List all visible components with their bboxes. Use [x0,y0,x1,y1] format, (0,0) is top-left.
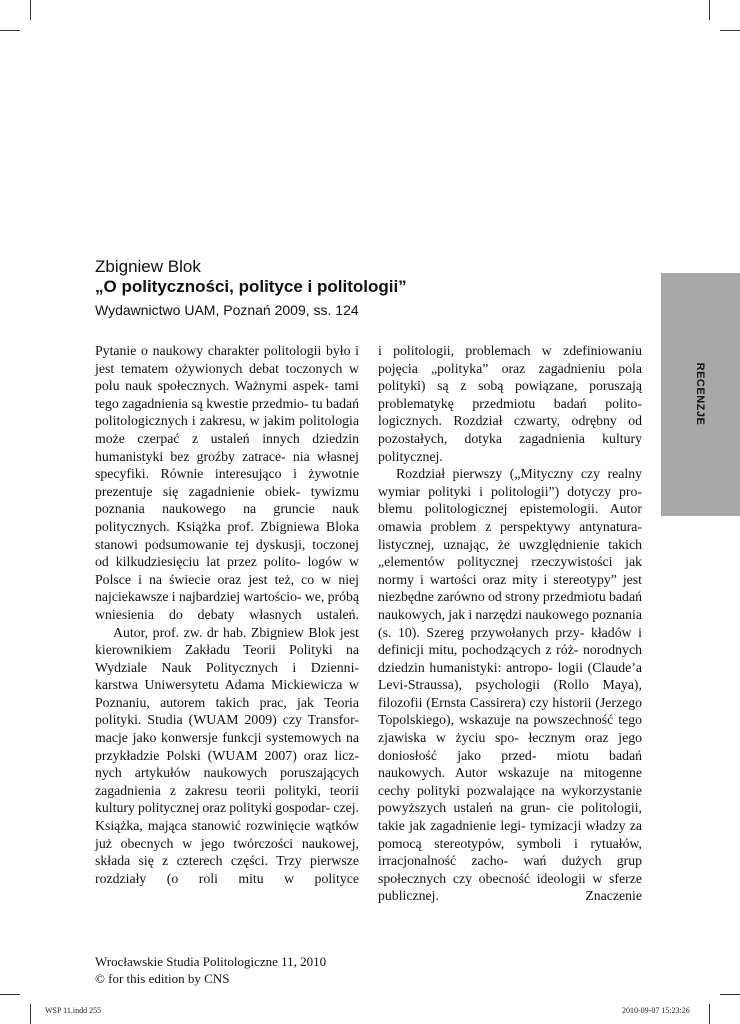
crop-mark [720,994,740,995]
paragraph: Pytanie o naukowy charakter politologii było i jest tematem ożywionych debat toczonych w polu nauk społecznych. Ważnymi aspek- tami tego zagadnienia są kwestie przedmio- tu badań politologicznych i zakresu, w jakim politologia może czerpać z ustaleń innych dziedzin humanistyki bez groźby zatrace- nia własnej specyfiki. Równie interesująco i żywotnie prezentuje się zagadnienie obiek- tywizmu poznania naukowego na gruncie nauk politycznych. Książka prof. Zbigniewa Bloka stanowi podsumowanie tej dyskusji, toczonej od kilkudziesięciu lat przez polito- logów w Polsce i na świecie oraz jest też, co w niej najciekawsze i najbardziej wartościo- we, próbą wniesienia do debaty własnych ustaleń. [95,343,360,622]
copyright-notice: © for this edition by CNS [95,971,230,986]
print-slug-file: WSP 11.indd 255 [45,1006,102,1015]
crop-mark [30,0,31,20]
paragraph: Autor, prof. zw. dr hab. Zbigniew Blok jest kierownikiem Zakładu Teorii Polityki na Wydziale Nauk Politycznych i Dzienni- karstwa Uniwersytetu Adama Mickiewicza w Poznaniu, autorem takich prac, jak Teoria polityki. Studia (WUAM 2009) czy Transfor- macje jako konwersje funkcji systemowych na przykładzie Polski (WUAM 2007) oraz licz- nych artykułów naukowych poruszających zagadnienia z zakresu teorii polityki, teorii kultury politycznej oraz polityki gospodar- czej. Książka, mająca stanowić rozwinięcie wątków już obecnych w jego twórczości naukowej, składa się z czterech części. Trzy pierwsze rozdziały (o roli mitu w polityce [95,624,359,886]
crop-mark [709,0,710,20]
paragraph: Rozdział pierwszy („Mityczny czy realny wymiar polityki i politologii”) dotyczy pro- blemu politologicznej epistemologii. Autor omawia problem z perspektywy antynatura- listycznej, uznając, że uwzględnienie takich „elementów politycznej rzeczywistości jak normy i wartości oraz mity i stereotypy” jest niezbędne zarówno od strony przedmiotu badań naukowych, jak i narzędzi naukowego poznania (s. 10). Szereg przywołanych przy- kładów i definicji mitu, pochodzących z róż- norodnych dziedzin humanistyki: antropo- logii (Claude’a Levi-Straussa), psychologii (Rollo Maya), filozofii (Ernsta Cassirera) czy historii (Jerzego Topolskiego), wskazuje na powszechność tego zjawiska w życiu spo- łecznym oraz jego doniosłość jako przed- miotu badań naukowych. Autor wskazuje na mitogenne cechy polityki pozwalające na wykorzystanie powyższych ustaleń na grun- cie politologii, takie jak zagadnienie legi- tymizacji władzy za pomocą stereotypów, symboli i rytuałów, irracjonalność zacho- wań dużych grup społecznych czy obecność ideologii w sferze publicznej. Znaczenie [378,466,643,904]
review-title: „O polityczności, polityce i politologii” [95,277,407,296]
review-publisher: Wydawnictwo UAM, Poznań 2009, ss. 124 [95,302,359,318]
crop-mark [30,1004,31,1024]
review-author: Zbigniew Blok [95,257,201,276]
crop-mark [709,1004,710,1024]
crop-mark [720,30,740,31]
right-column [378,342,642,905]
page-footer [95,953,326,987]
crop-mark [0,30,20,31]
section-tab-label: RECENZJE [694,362,706,426]
left-column [95,342,359,887]
print-slug-timestamp: 2010-09-07 15:23:26 [622,1006,690,1015]
journal-name: Wrocławskie Studia Politologiczne 11, 2010 [95,954,327,969]
crop-mark [0,994,20,995]
paragraph: i politologii, problemach w zdefiniowaniu pojęcia „polityka” oraz zagadnieniu pola polityki) są z sobą powiązane, poruszają problematykę przedmiotu badań polito- logicznych. Rozdział czwarty, odrębny od pozostałych, dotyka zagadnienia kultury politycznej. [378,343,642,464]
